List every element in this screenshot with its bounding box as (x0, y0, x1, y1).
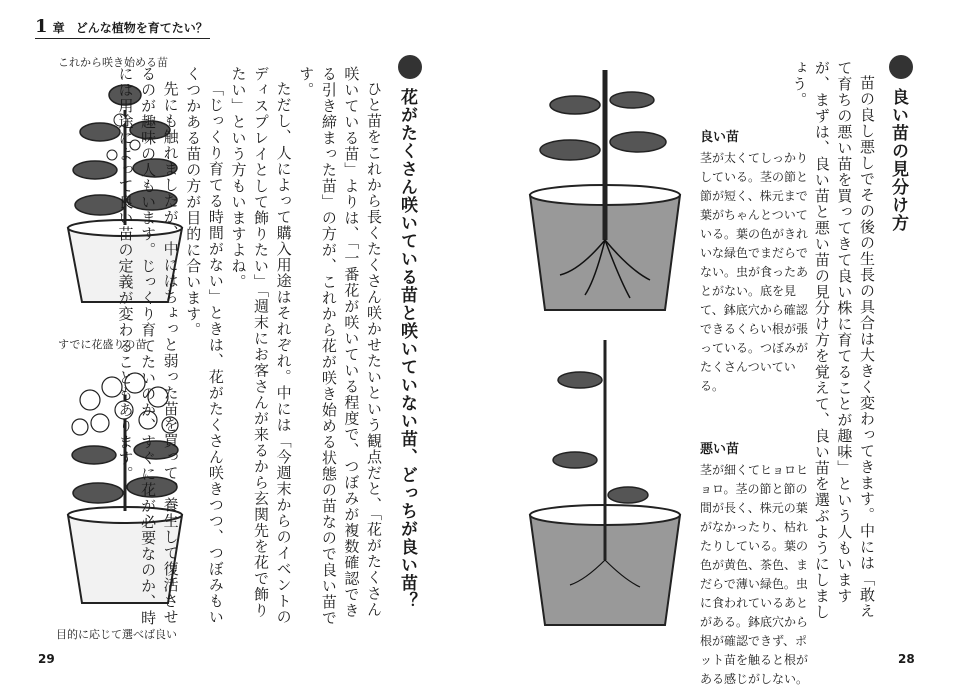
bad-seedling-text: 茎が細くてヒョロヒョロ。茎の節と節の間が長く、株元の葉がなかったり、枯れたりしている。葉の色が黄色、茶色、まだらで薄い緑色。虫に食われているあとがある。鉢底穴から根が確認できず、ポット苗を触ると根がある感じがしない。 (700, 463, 809, 686)
caption-in-bloom: すでに花盛りの苗 (58, 338, 147, 351)
caption-choose-by-purpose: 目的に応じて選べば良い (56, 628, 177, 641)
right-body-text (790, 60, 878, 630)
page-number-right: 28 (898, 652, 915, 666)
right-section-heading: 良い苗の見分け方 (888, 88, 908, 232)
illustration-good-seedling (520, 60, 690, 320)
page-number-left: 29 (38, 652, 55, 666)
left-paragraph: 「じっくり育てる時間がない」ときは、花がたくさん咲きつつ、つぼみもいくつかある苗の方が目的に合います。 (184, 66, 225, 625)
left-paragraph: ただし、人によって購入用途はそれぞれ。中には「今週末からのイベントのディスプレイとして飾りたい」「週末にお客さんが来るから玄関先を花で飾りたい」という方もいますよね。 (229, 66, 293, 625)
leaf-icon (889, 55, 913, 79)
bad-seedling-title: 悪い苗 (700, 442, 740, 457)
left-paragraph: 先にも触れましたが、中にはちょっと弱った苗を買って、養生して復活させるのが趣味の人もいます。じっくり育てたいのか、すぐに花が必要なのか、時には用途によって良い苗の定義が変わることもあります。 (116, 66, 180, 626)
right-paragraph: 苗の良し悪しでその後の生長の具合は大きく変わってきます。中には「敢えて育ちの悪い苗を買ってきて良い株に育てることが趣味」という人もいますが、まずは、良い苗と悪い苗の見分け方を覚えて、良い苗を選ぶようにしましょう。 (790, 60, 876, 620)
chapter-number: 1 (35, 16, 48, 37)
left-body-text (116, 66, 385, 631)
leaf-icon (398, 55, 422, 79)
good-seedling-text: 茎が太くてしっかりしている。茎の節と節が短く、株元まで葉がちゃんとついている。葉の色がきれいな緑色でまだらでない。虫が食ったあとがない。底を見て、鉢底穴から確認できるくらい根が張っている。つぼみがたくさんついている。 (700, 151, 809, 393)
left-paragraph: ひと苗をこれから長くたくさん咲かせたいという観点だと、「花がたくさん咲いている苗」よりは、「一番花が咲いている程度で、つぼみが複数確認できる引き締まった苗」の方が、これから花が咲き始める状態の苗なので良い苗です。 (297, 66, 383, 626)
chapter-title: どんな植物を育てたい？ (75, 21, 208, 35)
chapter-header (35, 16, 210, 39)
illustration-bad-seedling (520, 335, 690, 635)
good-seedling-title: 良い苗 (700, 130, 740, 145)
left-section-heading: 花がたくさん咲いている苗と咲いていない苗、どっちが良い苗？ (397, 88, 417, 610)
caption-before-bloom: これから咲き始める苗 (58, 56, 168, 69)
chapter-label: 章 (52, 21, 65, 35)
